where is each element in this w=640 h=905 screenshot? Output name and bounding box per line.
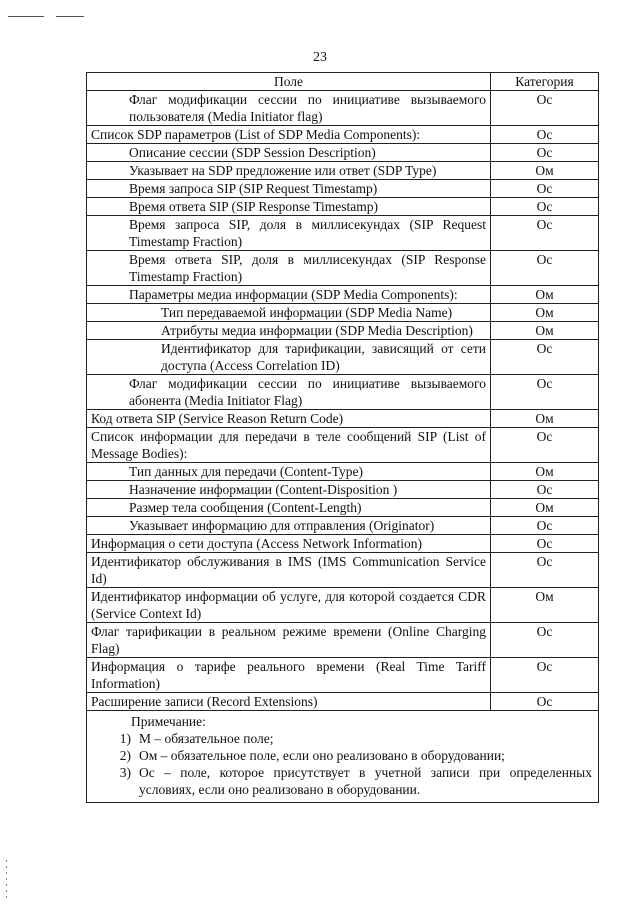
category-cell: Ом [491,304,599,322]
field-cell: Указывает информацию для отправления (Originator) [87,517,491,535]
field-cell: Время ответа SIP, доля в миллисекундах (SIP Response Timestamp Fraction) [87,251,491,286]
field-cell: Атрибуты медиа информации (SDP Media Description) [87,322,491,340]
table-body [87,91,599,711]
category-cell: Ом [491,588,599,623]
header-category: Категория [491,73,599,91]
table-row [87,463,599,481]
field-cell: Список SDP параметров (List of SDP Media Components): [87,126,491,144]
category-cell: Ом [491,463,599,481]
field-cell: Код ответа SIP (Service Reason Return Code) [87,410,491,428]
table-row [87,286,599,304]
category-cell: Oc [491,553,599,588]
field-cell: Идентификатор обслуживания в IMS (IMS Communication Service Id) [87,553,491,588]
field-cell: Указывает на SDP предложение или ответ (SDP Type) [87,162,491,180]
note-number: 2) [119,748,131,763]
category-cell: Oc [491,481,599,499]
field-cell: Расширение записи (Record Extensions) [87,693,491,711]
category-cell: Oc [491,216,599,251]
note-text: Ос – поле, которое присутствует в учетной записи при определенных условиях, если оно реализовано в оборудовании. [139,765,592,797]
table-row [87,499,599,517]
category-cell: Oc [491,180,599,198]
page-number: 23 [313,50,327,65]
field-cell: Флаг модификации сессии по инициативе вызываемого абонента (Media Initiator Flag) [87,375,491,410]
table-row [87,162,599,180]
category-cell: Ом [491,499,599,517]
field-cell: Тип данных для передачи (Content-Type) [87,463,491,481]
field-cell: Назначение информации (Content-Disposition ) [87,481,491,499]
category-cell: Oc [491,91,599,126]
table-row [87,251,599,286]
note-text: Ом – обязательное поле, если оно реализовано в оборудовании; [139,748,505,763]
table-row [87,428,599,463]
note-number: 1) [119,731,131,746]
category-cell: Oc [491,126,599,144]
field-cell: Время ответа SIP (SIP Response Timestamp) [87,198,491,216]
table-row [87,535,599,553]
note-item [93,764,592,798]
table-row [87,410,599,428]
table-row [87,375,599,410]
category-cell: Ом [491,286,599,304]
category-cell: Oc [491,428,599,463]
table-row [87,91,599,126]
fields-table [86,72,599,803]
category-cell: Oc [491,693,599,711]
note-list [93,730,592,798]
scan-artifact-dots [6,860,7,900]
table-row [87,693,599,711]
note-cell [87,711,599,803]
category-cell: Oc [491,144,599,162]
category-cell: Oc [491,340,599,375]
table-row [87,198,599,216]
category-cell: Oc [491,198,599,216]
field-cell: Время запроса SIP, доля в миллисекундах (SIP Request Timestamp Fraction) [87,216,491,251]
scan-artifact-line [56,16,84,17]
note-row [87,711,599,803]
category-cell: Oc [491,375,599,410]
category-cell: Oc [491,535,599,553]
field-cell: Параметры медиа информации (SDP Media Components): [87,286,491,304]
table-row [87,481,599,499]
table-row [87,588,599,623]
field-cell: Идентификатор для тарификации, зависящий от сети доступа (Access Correlation ID) [87,340,491,375]
field-cell: Информация о тарифе реального времени (Real Time Tariff Information) [87,658,491,693]
table-row [87,304,599,322]
table-row [87,126,599,144]
note-item [93,747,592,764]
field-cell: Время запроса SIP (SIP Request Timestamp) [87,180,491,198]
note-title: Примечание: [131,714,206,729]
field-cell: Тип передаваемой информации (SDP Media Name) [87,304,491,322]
category-cell: Ом [491,162,599,180]
field-cell: Флаг тарификации в реальном режиме времени (Online Charging Flag) [87,623,491,658]
note-text: М – обязательное поле; [139,731,274,746]
table-row [87,180,599,198]
field-cell: Размер тела сообщения (Content-Length) [87,499,491,517]
category-cell: Ом [491,410,599,428]
scan-artifact-line [8,16,44,17]
table-row [87,216,599,251]
category-cell: Oc [491,658,599,693]
category-cell: Ом [491,322,599,340]
field-cell: Флаг модификации сессии по инициативе вызываемого пользователя (Media Initiator flag) [87,91,491,126]
table-row [87,517,599,535]
table-row [87,658,599,693]
field-cell: Описание сессии (SDP Session Description) [87,144,491,162]
category-cell: Oc [491,517,599,535]
table-row [87,623,599,658]
table-row [87,144,599,162]
field-cell: Список информации для передачи в теле сообщений SIP (List of Message Bodies): [87,428,491,463]
category-cell: Oc [491,251,599,286]
note-number: 3) [119,765,131,780]
category-cell: Oc [491,623,599,658]
table-header-row [87,73,599,91]
field-cell: Идентификатор информации об услуге, для которой создается CDR (Service Context Id) [87,588,491,623]
table-row [87,553,599,588]
table-row [87,340,599,375]
header-field: Поле [87,73,491,91]
table-row [87,322,599,340]
field-cell: Информация о сети доступа (Access Network Information) [87,535,491,553]
note-item [93,730,592,747]
